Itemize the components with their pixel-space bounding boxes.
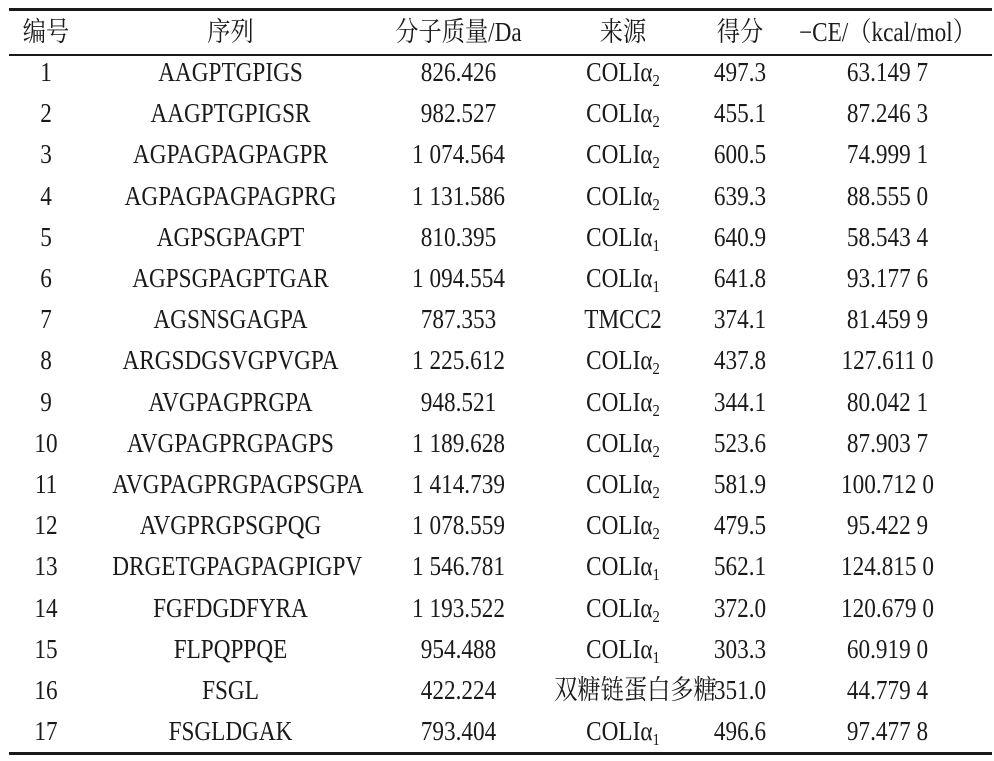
source-name: COLIα	[586, 510, 653, 541]
source-name: COLIα	[586, 345, 653, 376]
header-score: 得分	[716, 17, 764, 47]
cell-id: 13	[34, 551, 58, 582]
table-row	[9, 258, 992, 299]
cell-sequence: AAGPTGPIGS	[158, 57, 303, 87]
cell-sequence: FSGLDGAK	[168, 716, 293, 747]
cell-source	[554, 629, 692, 670]
table-row	[9, 464, 992, 505]
source-name: COLIα	[586, 180, 653, 211]
source-name: COLIα	[586, 221, 653, 252]
header-source: 来源	[599, 17, 647, 47]
cell-score: 497.3	[713, 57, 767, 87]
cell-score: 640.9	[713, 221, 767, 252]
cell-score: 372.0	[713, 592, 767, 623]
cell-id: 7	[40, 304, 52, 335]
cell-source	[554, 176, 692, 217]
cell-ce: 60.919 0	[846, 633, 929, 664]
cell-id: 9	[40, 386, 52, 417]
cell-score: 639.3	[713, 180, 767, 211]
table-bottom-rule	[9, 752, 992, 755]
source-name: COLIα	[586, 551, 653, 582]
cell-sequence: AGSNSGAGPA	[153, 304, 308, 335]
cell-source	[554, 299, 692, 340]
cell-source	[554, 505, 692, 546]
source-name: TMCC2	[584, 304, 662, 335]
cell-score: 641.8	[713, 263, 767, 293]
cell-mass: 982.527	[420, 98, 497, 129]
cell-mass: 1 131.586	[412, 180, 505, 211]
cell-sequence: AVGPRGPSGPQG	[139, 510, 322, 541]
cell-id: 11	[34, 469, 58, 499]
cell-ce: 80.042 1	[846, 386, 929, 417]
cell-sequence: ARGSDGSVGPVGPA	[122, 345, 339, 376]
cell-source	[554, 423, 692, 464]
source-subscript: 2	[652, 71, 660, 90]
source-name: COLIα	[586, 57, 653, 87]
cell-mass: 787.353	[420, 304, 497, 335]
cell-sequence: AGPSGPAGPT	[156, 221, 305, 252]
source-name: COLIα	[586, 716, 653, 747]
table-row	[9, 505, 992, 546]
source-subscript: 2	[652, 606, 660, 626]
source-name: COLIα	[586, 427, 653, 458]
source-name: COLIα	[586, 386, 653, 417]
cell-ce: 74.999 1	[846, 139, 929, 170]
cell-ce: 87.903 7	[846, 427, 929, 458]
cell-score: 496.6	[713, 716, 767, 747]
cell-id: 10	[34, 427, 58, 458]
cell-id: 17	[34, 716, 58, 747]
cell-mass: 1 074.564	[412, 139, 505, 170]
header-id: 编号	[22, 17, 70, 47]
table-row	[9, 134, 992, 175]
header-sequence: 序列	[207, 17, 254, 47]
source-name: COLIα	[586, 469, 653, 499]
source-subscript: 1	[652, 730, 660, 750]
table-row	[9, 217, 992, 258]
cell-ce: 93.177 6	[846, 263, 929, 293]
source-subscript: 2	[652, 153, 660, 173]
cell-ce: 81.459 9	[846, 304, 929, 335]
cell-mass: 1 094.554	[412, 263, 505, 293]
cell-ce: 44.779 4	[846, 675, 929, 705]
cell-id: 16	[34, 675, 58, 705]
cell-id: 3	[40, 139, 52, 170]
cell-score: 344.1	[713, 386, 767, 417]
source-subscript: 2	[652, 524, 660, 544]
cell-source	[554, 258, 692, 299]
cell-source	[554, 711, 692, 752]
cell-source	[554, 134, 692, 175]
cell-id: 6	[40, 263, 52, 293]
cell-score: 437.8	[713, 345, 767, 376]
source-name: COLIα	[586, 592, 653, 623]
cell-sequence: AVGPAGPRGPAGPSGPA	[112, 469, 364, 499]
source-subscript: 2	[652, 483, 660, 502]
table-row	[9, 588, 992, 629]
cell-mass: 1 546.781	[412, 551, 505, 582]
cell-mass: 1 414.739	[412, 469, 505, 499]
source-name: COLIα	[586, 263, 653, 293]
cell-ce: 124.815 0	[841, 551, 934, 582]
source-subscript: 1	[652, 235, 660, 255]
cell-ce: 120.679 0	[841, 592, 934, 623]
cell-score: 455.1	[713, 98, 767, 129]
table-row	[9, 711, 992, 752]
cell-mass: 1 078.559	[412, 510, 505, 541]
table-row	[9, 52, 992, 93]
cell-source	[554, 464, 692, 505]
cell-ce: 127.611 0	[841, 345, 934, 376]
cell-score: 562.1	[713, 551, 767, 582]
cell-score: 581.9	[713, 469, 767, 499]
cell-ce: 58.543 4	[846, 221, 929, 252]
cell-source	[554, 52, 692, 93]
cell-source	[554, 588, 692, 629]
table-row	[9, 93, 992, 134]
cell-sequence: AGPSGPAGPTGAR	[132, 263, 329, 293]
cell-source	[554, 546, 692, 587]
cell-score: 523.6	[713, 427, 767, 458]
cell-id: 4	[40, 180, 52, 211]
cell-sequence: DRGETGPAGPAGPIGPV	[112, 551, 363, 582]
source-name: 双糖链蛋白多糖	[554, 675, 717, 705]
cell-sequence: AGPAGPAGPAGPR	[133, 139, 328, 170]
header-ce: −CE/（kcal/mol）	[799, 17, 976, 47]
cell-sequence: FLPQPPQE	[173, 633, 288, 664]
cell-mass: 793.404	[420, 716, 497, 747]
cell-sequence: AVGPAGPRGPAGPS	[127, 427, 334, 458]
table-row	[9, 629, 992, 670]
cell-score: 600.5	[713, 139, 767, 170]
cell-sequence: AVGPAGPRGPA	[148, 386, 313, 417]
source-subscript: 1	[652, 277, 660, 296]
source-subscript: 2	[652, 359, 660, 379]
cell-id: 8	[40, 345, 52, 376]
cell-id: 12	[34, 510, 58, 541]
cell-ce: 100.712 0	[841, 469, 934, 499]
cell-source	[554, 340, 692, 381]
source-name: COLIα	[586, 139, 653, 170]
cell-mass: 826.426	[420, 57, 497, 87]
cell-score: 351.0	[713, 675, 767, 705]
table-header-row	[9, 10, 992, 51]
cell-mass: 948.521	[420, 386, 497, 417]
cell-mass: 1 225.612	[412, 345, 505, 376]
cell-source	[554, 93, 692, 134]
source-subscript: 2	[652, 441, 660, 461]
cell-mass: 1 193.522	[412, 592, 505, 623]
source-subscript: 2	[652, 112, 660, 132]
cell-mass: 1 189.628	[412, 427, 505, 458]
cell-sequence: AAGPTGPIGSR	[150, 98, 311, 129]
cell-score: 374.1	[713, 304, 767, 335]
cell-id: 2	[40, 98, 52, 129]
cell-score: 303.3	[713, 633, 767, 664]
table-row	[9, 299, 992, 340]
cell-ce: 88.555 0	[846, 180, 929, 211]
cell-mass: 422.224	[420, 675, 497, 705]
cell-mass: 954.488	[420, 633, 497, 664]
cell-sequence: AGPAGPAGPAGPRG	[124, 180, 337, 211]
cell-score: 479.5	[713, 510, 767, 541]
cell-id: 14	[34, 592, 58, 623]
cell-ce: 63.149 7	[846, 57, 929, 87]
cell-source	[554, 670, 717, 711]
cell-id: 5	[40, 221, 52, 252]
cell-id: 15	[34, 633, 58, 664]
cell-sequence: FGFDGDFYRA	[153, 592, 308, 623]
header-mass: 分子质量/Da	[395, 17, 522, 47]
cell-ce: 87.246 3	[846, 98, 929, 129]
table-row	[9, 382, 992, 423]
cell-id: 1	[40, 57, 52, 87]
source-subscript: 2	[652, 400, 660, 420]
cell-mass: 810.395	[420, 221, 497, 252]
cell-ce: 97.477 8	[846, 716, 929, 747]
source-name: COLIα	[586, 98, 653, 129]
table-row	[9, 670, 992, 711]
source-subscript: 1	[652, 565, 660, 585]
source-subscript: 2	[652, 194, 660, 214]
table-row	[9, 176, 992, 217]
table-row	[9, 340, 992, 381]
source-subscript: 1	[652, 647, 660, 667]
cell-ce: 95.422 9	[846, 510, 929, 541]
cell-sequence: FSGL	[202, 675, 259, 705]
table-row	[9, 546, 992, 587]
cell-source	[554, 217, 692, 258]
table-row	[9, 423, 992, 464]
cell-source	[554, 382, 692, 423]
source-name: COLIα	[586, 633, 653, 664]
